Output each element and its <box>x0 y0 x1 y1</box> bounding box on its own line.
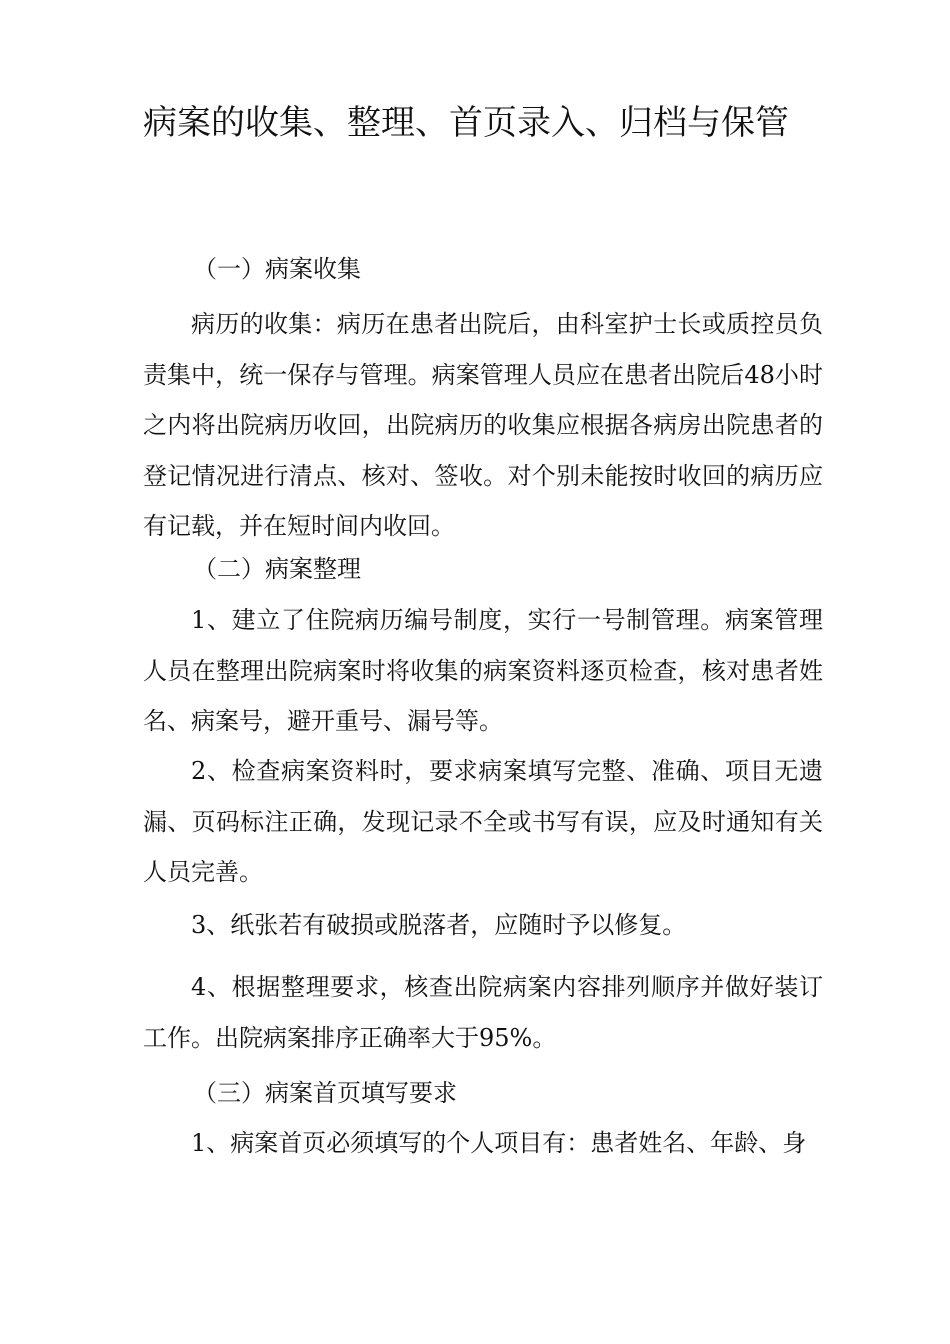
section-2-paragraph-1: 1、建立了住院病历编号制度，实行一号制管理。病案管理人员在整理出院病案时将收集的病案资料逐页检查，核对患者姓名、病案号，避开重号、漏号等。 <box>143 606 823 735</box>
document-title: 病案的收集、整理、首页录入、归档与保管 <box>143 103 789 143</box>
section-heading-2: （二）病案整理 <box>193 555 361 583</box>
section-heading-3: （三）病案首页填写要求 <box>193 1079 457 1107</box>
section-1-paragraph-1: 病历的收集：病历在患者出院后，由科室护士长或质控员负责集中，统一保存与管理。病案管理人员应在患者出院后48小时之内将出院病历收回，出院病历的收集应根据各病房出院患者的登记情况进行清点、核对、签收。对个别未能按时收回的病历应有记载，并在短时间内收回。 <box>143 310 823 540</box>
section-2-paragraph-3: 3、纸张若有破损或脱落者，应随时予以修复。 <box>191 911 687 939</box>
section-2-paragraph-2: 2、检查病案资料时，要求病案填写完整、准确、项目无遗漏、页码标注正确，发现记录不全或书写有误，应及时通知有关人员完善。 <box>143 757 823 886</box>
section-3-paragraph-1: 1、病案首页必须填写的个人项目有：患者姓名、年龄、身 <box>191 1129 807 1157</box>
section-2-paragraph-4: 4、根据整理要求，核查出院病案内容排列顺序并做好装订工作。出院病案排序正确率大于95%。 <box>143 973 823 1052</box>
section-heading-1: （一）病案收集 <box>193 255 361 283</box>
